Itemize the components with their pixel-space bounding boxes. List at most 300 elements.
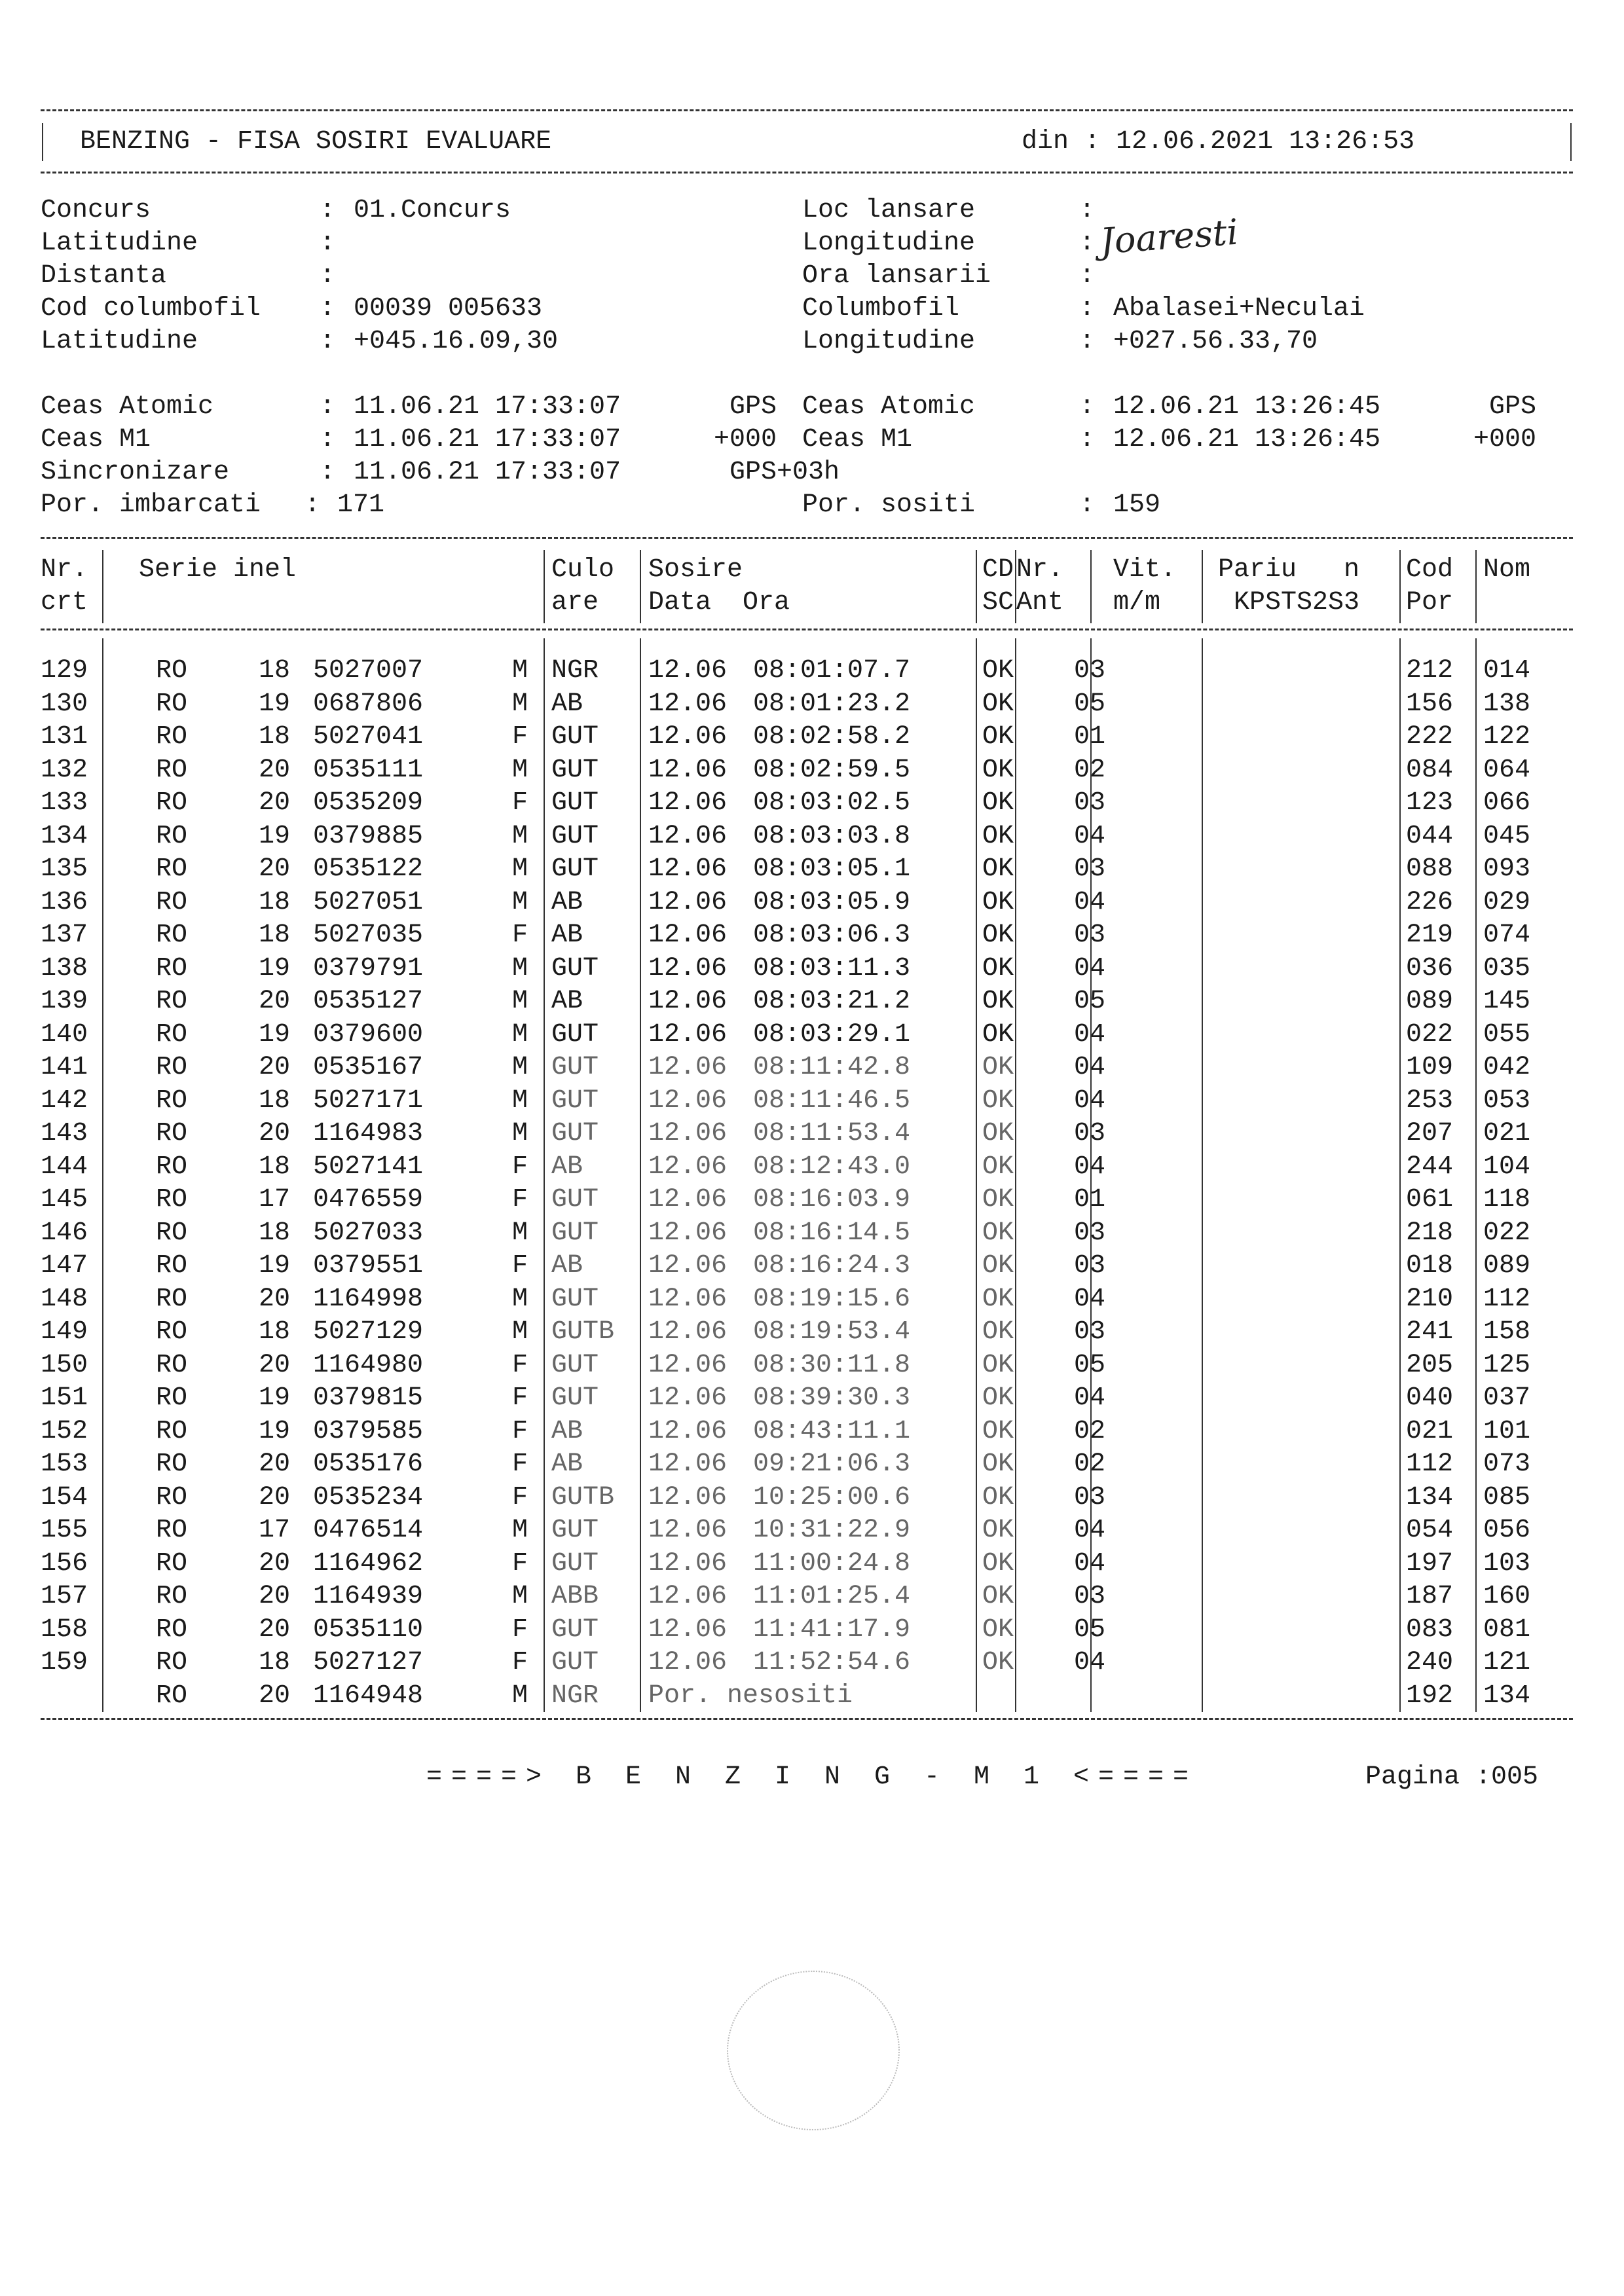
- cell-inel: 0535176: [313, 1449, 424, 1479]
- column-divider: [640, 550, 641, 623]
- cell-cdsc: OK: [982, 689, 1014, 719]
- clock-colon: :: [304, 490, 321, 520]
- cell-nr: 134: [41, 821, 88, 851]
- cell-data: 12.06: [648, 1085, 728, 1116]
- cell-inel: 0379885: [313, 821, 424, 851]
- table-top-border: [41, 537, 1573, 539]
- cell-nom: 101: [1483, 1416, 1531, 1446]
- header-right-border: [1570, 123, 1572, 161]
- cell-nom: 093: [1483, 854, 1531, 884]
- clock-label: Ceas Atomic: [802, 392, 976, 422]
- info-value: 01.Concurs: [354, 196, 511, 225]
- column-header: Nom: [1483, 555, 1531, 585]
- cell-data: 12.06: [648, 1548, 728, 1578]
- cell-cod: 210: [1406, 1284, 1454, 1314]
- cell-culoare: AB: [551, 887, 583, 917]
- cell-tara: RO: [156, 722, 188, 752]
- cell-sex: F: [512, 722, 528, 752]
- cell-ant: 04: [1074, 953, 1106, 983]
- column-divider: [1399, 638, 1401, 1712]
- table-bottom-border: [41, 1718, 1573, 1720]
- cell-ant: 02: [1074, 1416, 1106, 1446]
- cell-culoare: AB: [551, 1251, 583, 1281]
- cell-data: 12.06: [648, 1482, 728, 1512]
- cell-an: 20: [259, 1350, 291, 1380]
- cell-an: 18: [259, 1152, 291, 1182]
- cell-ant: 02: [1074, 1449, 1106, 1479]
- cell-cod: 205: [1406, 1350, 1454, 1380]
- cell-culoare: GUTB: [551, 1317, 615, 1347]
- cell-nr: 138: [41, 953, 88, 983]
- table-row: [0, 1051, 1624, 1084]
- info-colon: :: [320, 261, 336, 291]
- cell-ant: 04: [1074, 1548, 1106, 1578]
- cell-cdsc: OK: [982, 1548, 1014, 1578]
- cell-tara: RO: [156, 1681, 188, 1711]
- info-colon: :: [1079, 294, 1096, 323]
- cell-an: 17: [259, 1516, 291, 1545]
- cell-cod: 109: [1406, 1053, 1454, 1082]
- cell-cdsc: OK: [982, 722, 1014, 752]
- cell-data: 12.06: [648, 1119, 728, 1148]
- cell-ora: 08:01:23.2: [753, 689, 911, 719]
- cell-data: 12.06: [648, 656, 728, 685]
- cell-culoare: GUT: [551, 1218, 599, 1248]
- cell-an: 19: [259, 1416, 291, 1446]
- cell-inel: 0379551: [313, 1251, 424, 1281]
- column-header-sub: Data Ora: [648, 588, 790, 617]
- info-label: Loc lansare: [802, 196, 976, 225]
- cell-cod: 021: [1406, 1416, 1454, 1446]
- cell-tara: RO: [156, 788, 188, 818]
- cell-culoare: AB: [551, 987, 583, 1016]
- cell-ora: 08:11:42.8: [753, 1053, 911, 1082]
- page-number: [1365, 1761, 1538, 1794]
- info-value: Abalasei+Neculai: [1113, 294, 1365, 323]
- cell-nr: 131: [41, 722, 88, 752]
- cell-inel: 0476514: [313, 1516, 424, 1545]
- cell-an: 20: [259, 1681, 291, 1711]
- column-header-sub: KPSTS2S3: [1218, 588, 1360, 617]
- cell-data: 12.06: [648, 1185, 728, 1214]
- cell-culoare: GUT: [551, 1053, 599, 1082]
- clock-label: Ceas Atomic: [41, 392, 214, 422]
- cell-culoare: GUTB: [551, 1482, 615, 1512]
- cell-ant: 05: [1074, 1350, 1106, 1380]
- cell-culoare: GUT: [551, 953, 599, 983]
- cell-inel: 0379585: [313, 1416, 424, 1446]
- info-colon: :: [1079, 196, 1096, 225]
- cell-sex: F: [512, 1350, 528, 1380]
- cell-data: 12.06: [648, 1614, 728, 1645]
- table-row: [0, 1019, 1624, 1051]
- clock-colon: :: [1079, 425, 1096, 454]
- footer-brand: ====> B E N Z I N G - M 1 <====: [426, 1762, 1198, 1792]
- cell-an: 18: [259, 1085, 291, 1116]
- cell-sex: F: [512, 1449, 528, 1479]
- column-header-sub: are: [551, 588, 599, 617]
- clock-suffix: +000: [1473, 425, 1537, 454]
- cell-an: 20: [259, 987, 291, 1016]
- cell-nr: 129: [41, 656, 88, 685]
- cell-an: 18: [259, 1648, 291, 1677]
- info-colon: :: [320, 327, 336, 356]
- column-divider: [976, 638, 977, 1712]
- date-label: din: [1022, 127, 1069, 156]
- cell-data: 12.06: [648, 1516, 728, 1545]
- cell-ora: 08:03:06.3: [753, 920, 911, 950]
- cell-tara: RO: [156, 953, 188, 983]
- table-row: [0, 754, 1624, 787]
- cell-nr: 142: [41, 1085, 88, 1116]
- cell-cod: 044: [1406, 821, 1454, 851]
- cell-sex: M: [512, 1119, 528, 1148]
- cell-ora: 08:03:02.5: [753, 788, 911, 818]
- cell-nom: 121: [1483, 1648, 1531, 1677]
- cell-ora: 08:19:53.4: [753, 1317, 911, 1347]
- report-title: BENZING - FISA SOSIRI EVALUARE: [80, 127, 552, 156]
- cell-ant: 04: [1074, 1019, 1106, 1049]
- cell-cdsc: OK: [982, 1383, 1014, 1413]
- cell-cdsc: OK: [982, 887, 1014, 917]
- cell-tara: RO: [156, 1284, 188, 1314]
- table-row: [0, 721, 1624, 754]
- column-header: Pariu n: [1218, 555, 1360, 585]
- cell-ora: 08:19:15.6: [753, 1284, 911, 1314]
- cell-cdsc: OK: [982, 920, 1014, 950]
- cell-nr: 154: [41, 1482, 88, 1512]
- cell-an: 19: [259, 1383, 291, 1413]
- cell-cod: 054: [1406, 1516, 1454, 1545]
- cell-culoare: GUT: [551, 788, 599, 818]
- cell-cod: 083: [1406, 1614, 1454, 1645]
- cell-cdsc: OK: [982, 1085, 1014, 1116]
- cell-tara: RO: [156, 1350, 188, 1380]
- cell-cod: 222: [1406, 722, 1454, 752]
- cell-culoare: NGR: [551, 656, 599, 685]
- cell-data: 12.06: [648, 1449, 728, 1479]
- cell-cdsc: OK: [982, 987, 1014, 1016]
- cell-nr: 144: [41, 1152, 88, 1182]
- cell-sex: M: [512, 1019, 528, 1049]
- cell-ora: 08:03:21.2: [753, 987, 911, 1016]
- cell-tara: RO: [156, 887, 188, 917]
- cell-cod: 036: [1406, 953, 1454, 983]
- cell-nom: 112: [1483, 1284, 1531, 1314]
- cell-tara: RO: [156, 755, 188, 785]
- cell-an: 20: [259, 1482, 291, 1512]
- cell-cdsc: OK: [982, 1416, 1014, 1446]
- cell-ant: 03: [1074, 788, 1106, 818]
- cell-nom: 134: [1483, 1681, 1531, 1711]
- cell-nom: 042: [1483, 1053, 1531, 1082]
- cell-sex: M: [512, 1582, 528, 1611]
- date-value: 12.06.2021 13:26:53: [1116, 127, 1415, 156]
- info-colon: :: [1079, 261, 1096, 291]
- cell-ora: 08:16:03.9: [753, 1185, 911, 1214]
- cell-cdsc: OK: [982, 755, 1014, 785]
- cell-nom: 122: [1483, 722, 1531, 752]
- cell-an: 20: [259, 1614, 291, 1645]
- column-header: Cod: [1406, 555, 1454, 585]
- cell-cdsc: OK: [982, 1284, 1014, 1314]
- cell-sex: M: [512, 1053, 528, 1082]
- column-divider: [1015, 638, 1016, 1712]
- cell-nom: 104: [1483, 1152, 1531, 1182]
- cell-ora: 08:03:11.3: [753, 953, 911, 983]
- cell-data: 12.06: [648, 953, 728, 983]
- info-label: Distanta: [41, 261, 167, 291]
- clock-label: Por. sositi: [802, 490, 976, 520]
- cell-nom: 081: [1483, 1614, 1531, 1645]
- cell-data: 12.06: [648, 987, 728, 1016]
- cell-ora: 11:00:24.8: [753, 1548, 911, 1578]
- cell-inel: 0535127: [313, 987, 424, 1016]
- cell-ora: 08:16:14.5: [753, 1218, 911, 1248]
- cell-ora: 08:11:46.5: [753, 1085, 911, 1116]
- cell-cdsc: OK: [982, 821, 1014, 851]
- cell-tara: RO: [156, 1119, 188, 1148]
- cell-cod: 040: [1406, 1383, 1454, 1413]
- cell-ant: 01: [1074, 1185, 1106, 1214]
- cell-nom: 029: [1483, 887, 1531, 917]
- cell-nr: 147: [41, 1251, 88, 1281]
- cell-ant: 05: [1074, 987, 1106, 1016]
- header-top-border: [41, 109, 1573, 111]
- cell-ant: 03: [1074, 1482, 1106, 1512]
- cell-tara: RO: [156, 854, 188, 884]
- clock-value: 12.06.21 13:26:45: [1113, 392, 1381, 422]
- cell-ora: 08:03:03.8: [753, 821, 911, 851]
- cell-culoare: GUT: [551, 1350, 599, 1380]
- info-label: Latitudine: [41, 327, 198, 356]
- table-row: [0, 655, 1624, 687]
- cell-cod: 240: [1406, 1648, 1454, 1677]
- cell-inel: 0687806: [313, 689, 424, 719]
- clock-value: 171: [337, 490, 385, 520]
- cell-tara: RO: [156, 1251, 188, 1281]
- column-header-sub: Ant: [1016, 588, 1064, 617]
- cell-nr: 141: [41, 1053, 88, 1082]
- cell-cdsc: OK: [982, 1516, 1014, 1545]
- cell-an: 19: [259, 953, 291, 983]
- column-divider: [102, 638, 103, 1712]
- cell-inel: 0379791: [313, 953, 424, 983]
- column-divider: [1090, 550, 1092, 623]
- cell-ora: 08:03:05.9: [753, 887, 911, 917]
- table-row: [0, 820, 1624, 853]
- cell-sex: M: [512, 1681, 528, 1711]
- clock-colon: :: [320, 425, 336, 454]
- column-header: Vit.: [1113, 555, 1177, 585]
- cell-nr: 159: [41, 1648, 88, 1677]
- table-row: [0, 1448, 1624, 1481]
- cell-nom: 089: [1483, 1251, 1531, 1281]
- cell-an: 20: [259, 1582, 291, 1611]
- page-value: :005: [1475, 1762, 1539, 1792]
- table-row: [0, 1548, 1624, 1580]
- cell-culoare: GUT: [551, 1284, 599, 1314]
- clock-label: Ceas M1: [41, 425, 151, 454]
- cell-sex: F: [512, 1251, 528, 1281]
- cell-data: 12.06: [648, 788, 728, 818]
- cell-ant: 03: [1074, 1317, 1106, 1347]
- cell-an: 20: [259, 1119, 291, 1148]
- cell-ant: 03: [1074, 1119, 1106, 1148]
- cell-cod: 018: [1406, 1251, 1454, 1281]
- cell-ant: 04: [1074, 1284, 1106, 1314]
- info-label: Latitudine: [41, 228, 198, 258]
- cell-ora: 11:01:25.4: [753, 1582, 911, 1611]
- clock-value: 12.06.21 13:26:45: [1113, 425, 1381, 454]
- cell-sex: M: [512, 689, 528, 719]
- column-header: Nr.: [41, 555, 88, 585]
- cell-cod: 134: [1406, 1482, 1454, 1512]
- info-value: +045.16.09,30: [354, 327, 559, 356]
- cell-cod: 219: [1406, 920, 1454, 950]
- cell-data: 12.06: [648, 1648, 728, 1677]
- clock-label: Sincronizare: [41, 458, 230, 487]
- cell-cod: 218: [1406, 1218, 1454, 1248]
- cell-inel: 5027041: [313, 722, 424, 752]
- cell-tara: RO: [156, 821, 188, 851]
- cell-cdsc: OK: [982, 1350, 1014, 1380]
- table-row: [0, 1680, 1624, 1713]
- report-date-label: din : 12.06.2021 13:26:53: [1022, 127, 1415, 156]
- cell-data: 12.06: [648, 1582, 728, 1611]
- faded-stamp: [727, 1971, 900, 2130]
- table-row: [0, 919, 1624, 952]
- cell-tara: RO: [156, 689, 188, 719]
- cell-ora: 08:03:05.1: [753, 854, 911, 884]
- cell-nom: 125: [1483, 1350, 1531, 1380]
- cell-cod: 187: [1406, 1582, 1454, 1611]
- clock-value: 11.06.21 17:33:07: [354, 458, 621, 487]
- cell-culoare: NGR: [551, 1681, 599, 1711]
- cell-tara: RO: [156, 1582, 188, 1611]
- cell-data: 12.06: [648, 1251, 728, 1281]
- cell-ant: 02: [1074, 755, 1106, 785]
- cell-inel: 1164998: [313, 1284, 424, 1314]
- cell-culoare: GUT: [551, 1185, 599, 1214]
- cell-culoare: GUT: [551, 1516, 599, 1545]
- cell-cdsc: OK: [982, 1648, 1014, 1677]
- cell-sex: M: [512, 755, 528, 785]
- cell-ant: 04: [1074, 1085, 1106, 1116]
- cell-nom: 037: [1483, 1383, 1531, 1413]
- column-header-sub: SC: [982, 588, 1014, 617]
- cell-data: 12.06: [648, 1152, 728, 1182]
- cell-tara: RO: [156, 1085, 188, 1116]
- cell-tara: RO: [156, 1449, 188, 1479]
- info-colon: :: [320, 228, 336, 258]
- cell-an: 18: [259, 1317, 291, 1347]
- cell-cdsc: OK: [982, 1152, 1014, 1182]
- cell-nom: 045: [1483, 821, 1531, 851]
- cell-inel: 1164939: [313, 1582, 424, 1611]
- table-row: [0, 1151, 1624, 1184]
- cell-data: 12.06: [648, 1383, 728, 1413]
- cell-nr: 135: [41, 854, 88, 884]
- cell-sex: F: [512, 1185, 528, 1214]
- cell-culoare: ABB: [551, 1582, 599, 1611]
- table-row: [0, 985, 1624, 1018]
- cell-nr: 139: [41, 987, 88, 1016]
- header-bottom-border: [41, 172, 1573, 173]
- cell-sex: F: [512, 1614, 528, 1645]
- cell-tara: RO: [156, 1317, 188, 1347]
- cell-ant: 03: [1074, 1251, 1106, 1281]
- cell-culoare: AB: [551, 1152, 583, 1182]
- cell-an: 18: [259, 1218, 291, 1248]
- cell-nom: 145: [1483, 987, 1531, 1016]
- column-divider: [544, 638, 545, 1712]
- cell-ora: 10:25:00.6: [753, 1482, 911, 1512]
- cell-data: 12.06: [648, 1350, 728, 1380]
- cell-nom: 022: [1483, 1218, 1531, 1248]
- cell-tara: RO: [156, 1053, 188, 1082]
- cell-cod: 112: [1406, 1449, 1454, 1479]
- cell-nr: 155: [41, 1516, 88, 1545]
- cell-sex: M: [512, 1218, 528, 1248]
- cell-ant: 04: [1074, 821, 1106, 851]
- cell-nom: 035: [1483, 953, 1531, 983]
- cell-data: 12.06: [648, 1053, 728, 1082]
- cell-inel: 1164980: [313, 1350, 424, 1380]
- cell-ant: 03: [1074, 854, 1106, 884]
- cell-ant: 03: [1074, 656, 1106, 685]
- cell-inel: 5027033: [313, 1218, 424, 1248]
- cell-ora: 08:02:59.5: [753, 755, 911, 785]
- cell-nom: 103: [1483, 1548, 1531, 1578]
- cell-data: 12.06: [648, 887, 728, 917]
- clock-suffix: GPS: [714, 392, 777, 422]
- cell-nr: 146: [41, 1218, 88, 1248]
- cell-culoare: GUT: [551, 1019, 599, 1049]
- cell-sex: F: [512, 788, 528, 818]
- cell-nr: 137: [41, 920, 88, 950]
- cell-tara: RO: [156, 1218, 188, 1248]
- cell-nr: 151: [41, 1383, 88, 1413]
- cell-cdsc: OK: [982, 953, 1014, 983]
- cell-data: 12.06: [648, 1317, 728, 1347]
- column-divider: [1399, 550, 1401, 623]
- info-value: 00039 005633: [354, 294, 543, 323]
- table-row: [0, 1118, 1624, 1150]
- cell-ant: 04: [1074, 1383, 1106, 1413]
- cell-cod: 226: [1406, 887, 1454, 917]
- cell-inel: 5027051: [313, 887, 424, 917]
- cell-nom: 160: [1483, 1582, 1531, 1611]
- cell-culoare: AB: [551, 1416, 583, 1446]
- cell-cdsc: OK: [982, 1053, 1014, 1082]
- column-header: Serie inel: [139, 555, 297, 585]
- table-row: [0, 1316, 1624, 1349]
- cell-an: 20: [259, 1284, 291, 1314]
- cell-sex: F: [512, 1383, 528, 1413]
- cell-ora: 08:01:07.7: [753, 656, 911, 685]
- cell-nom: 066: [1483, 788, 1531, 818]
- column-header: Nr.: [1016, 555, 1064, 585]
- cell-cdsc: OK: [982, 1582, 1014, 1611]
- cell-nom: 085: [1483, 1482, 1531, 1512]
- cell-cod: 022: [1406, 1019, 1454, 1049]
- cell-an: 20: [259, 1548, 291, 1578]
- clock-value: 11.06.21 17:33:07: [354, 392, 621, 422]
- column-divider: [1090, 638, 1092, 1712]
- table-row: [0, 787, 1624, 820]
- cell-inel: 5027127: [313, 1648, 424, 1677]
